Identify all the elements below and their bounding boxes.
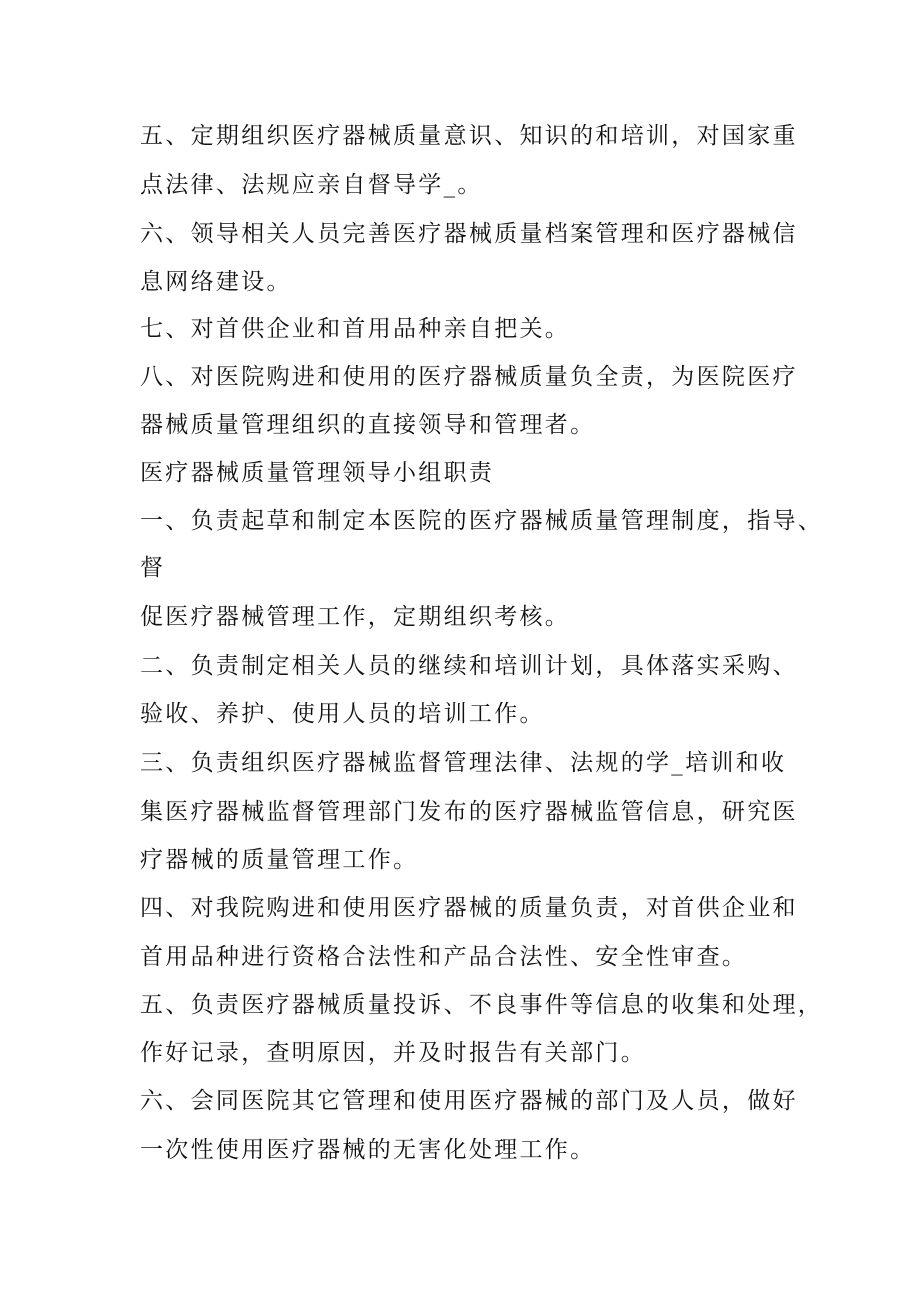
- text-line: 八、对医院购进和使用的医疗器械质量负全责，为医院医疗: [140, 364, 798, 390]
- text-line: 首用品种进行资格合法性和产品合法性、安全性审查。: [140, 944, 748, 970]
- text-line: 作好记录，查明原因，并及时报告有关部门。: [140, 1040, 646, 1066]
- section-heading: 医疗器械质量管理领导小组职责: [140, 460, 495, 486]
- text-line: 息网络建设。: [140, 269, 292, 295]
- text-line: 四、对我院购进和使用医疗器械的质量负责，对首供企业和: [140, 895, 798, 921]
- text-line: 六、会同医院其它管理和使用医疗器械的部门及人员，做好: [140, 1088, 798, 1114]
- text-line: 一、负责起草和制定本医院的医疗器械质量管理制度，指导、: [140, 508, 824, 534]
- text-line: 五、负责医疗器械质量投诉、不良事件等信息的收集和处理，: [140, 992, 824, 1018]
- text-line: 集医疗器械监督管理部门发布的医疗器械监管信息，研究医: [140, 799, 798, 825]
- text-line: 器械质量管理组织的直接领导和管理者。: [140, 412, 596, 438]
- text-line: 验收、养护、使用人员的培训工作。: [140, 701, 545, 727]
- text-line: 二、负责制定相关人员的继续和培训计划，具体落实采购、: [140, 653, 798, 679]
- text-line: 七、对首供企业和首用品种亲自把关。: [140, 316, 571, 342]
- text-line: 三、负责组织医疗器械监督管理法律、法规的学_培训和收: [140, 750, 787, 776]
- text-line: 六、领导相关人员完善医疗器械质量档案管理和医疗器械信: [140, 221, 798, 247]
- text-line: 促医疗器械管理工作，定期组织考核。: [140, 604, 571, 630]
- text-line: 督: [140, 555, 166, 581]
- text-line: 点法律、法规应亲自督导学_。: [140, 172, 483, 198]
- text-line: 疗器械的质量管理工作。: [140, 847, 419, 873]
- text-line: 五、定期组织医疗器械质量意识、知识的和培训，对国家重: [140, 123, 798, 149]
- text-line: 一次性使用医疗器械的无害化处理工作。: [140, 1137, 596, 1163]
